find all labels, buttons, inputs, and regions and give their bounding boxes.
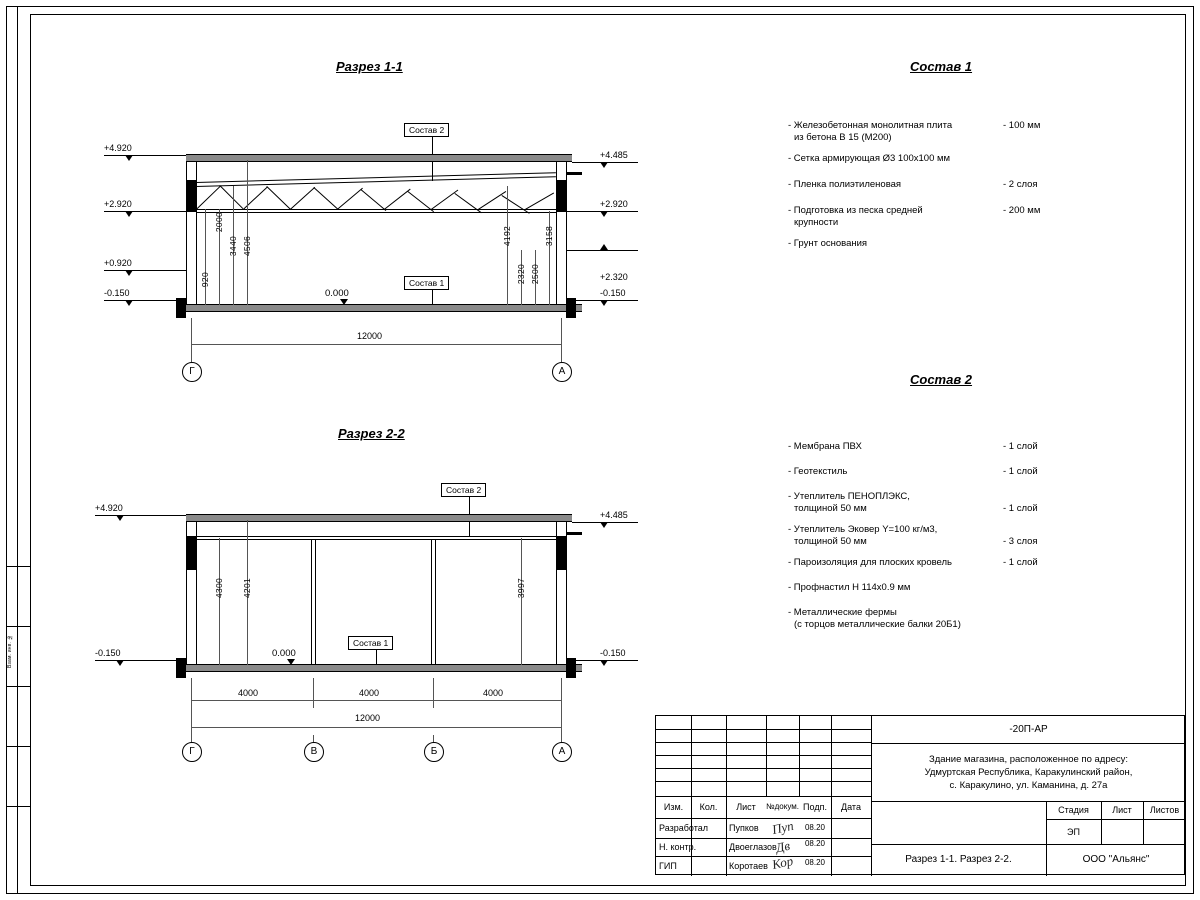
tb-object-line: с. Каракулино, ул. Каманина, д. 27а	[949, 779, 1108, 791]
dim-value: 2000	[214, 212, 224, 233]
roof-bottom-line-2	[186, 521, 572, 522]
level-flag	[287, 659, 295, 665]
tb-date: 08.20	[804, 839, 826, 848]
spec-row	[788, 557, 1168, 569]
spec-row	[788, 120, 1168, 144]
spec-row-text: - Утеплитель ПЕНОПЛЭКС,	[788, 491, 910, 502]
dim-value: 2500	[530, 264, 540, 285]
tb-object-line: Здание магазина, расположенное по адресу:	[928, 753, 1129, 765]
truss-bottom-chord-2	[196, 212, 556, 213]
callout-leader	[432, 290, 433, 305]
axis-bubble-b: Б	[424, 742, 444, 762]
roof-parapet-right-2	[566, 532, 582, 535]
spec-row	[788, 491, 1168, 515]
level-flag	[340, 299, 348, 305]
dim-line	[521, 538, 522, 665]
tb-col-header: №докум.	[766, 802, 799, 811]
bay-dim-value: 4000	[359, 688, 380, 698]
column-left-2	[187, 536, 196, 570]
dim-value: 4201	[242, 578, 252, 599]
axis-bubble-v: В	[304, 742, 324, 762]
spec-row-text2: из бетона В 15 (М200)	[794, 132, 892, 143]
elev-mark: -0.150	[600, 648, 626, 658]
elev-mark: +2.920	[600, 199, 628, 209]
span-dim-tick	[191, 708, 192, 735]
spec-row-value: - 2 слоя	[1003, 179, 1038, 190]
section-1-callout-bottom: Состав 1	[404, 276, 449, 290]
dim-line	[247, 160, 248, 305]
spec-row	[788, 441, 1168, 453]
tb-col-header: Дата	[841, 802, 861, 812]
tb-role-name: Пупков	[729, 823, 759, 833]
roof-beam-line	[196, 536, 556, 537]
span-dim-line	[191, 344, 561, 345]
bay-dim-tick	[561, 678, 562, 708]
elev-leader	[566, 250, 638, 251]
column-right-2	[557, 536, 566, 570]
spec-row-value: - 1 слой	[1003, 466, 1038, 477]
elev-flag	[125, 300, 133, 306]
tb-col-header: Лист	[736, 802, 756, 812]
roof-top-line	[186, 154, 572, 155]
signature-glyph: Дв	[774, 838, 791, 856]
spec-row	[788, 607, 1168, 631]
tb-stage-header: Стадия	[1058, 805, 1089, 815]
spec-row-value: - 1 слой	[1003, 441, 1038, 452]
spec-row-text: - Металлические фермы	[788, 607, 897, 618]
spec-row-text2: крупности	[794, 217, 839, 228]
floor-slab-2	[176, 665, 582, 671]
tb-col-header: Подп.	[803, 802, 827, 812]
section-1-callout-top: Состав 2	[404, 123, 449, 137]
side-strip-label: Взам. инв. №	[7, 634, 13, 669]
axis-bubble-g2: Г	[182, 742, 202, 762]
section-2-callout-bottom: Состав 1	[348, 636, 393, 650]
elev-leader	[95, 660, 176, 661]
elev-mark: +4.920	[95, 503, 123, 513]
spec-row-text: - Железобетонная монолитная плита	[788, 120, 953, 131]
elev-flag	[600, 244, 608, 250]
interior-column-2b	[435, 539, 436, 667]
elev-flag	[116, 660, 124, 666]
elev-leader	[104, 211, 196, 212]
tb-role: Разработал	[659, 823, 708, 833]
signature-glyph: Кор	[770, 853, 795, 873]
tb-vline	[766, 716, 767, 796]
tb-object-line: Удмуртская Республика, Каракулинский район,	[924, 766, 1133, 778]
tb-sheets-value	[1143, 819, 1186, 844]
floor-slab-bottom-2	[176, 671, 582, 672]
bay-dim-value: 4000	[483, 688, 504, 698]
spec-row-text: - Профнастил Н 114х0.9 мм	[788, 582, 911, 593]
spec-row-value: - 100 мм	[1003, 120, 1041, 131]
spec-row-text: - Пленка полиэтиленовая	[788, 179, 902, 190]
span-dim-tick	[561, 708, 562, 735]
elev-mark: -0.150	[104, 288, 130, 298]
elev-leader	[104, 300, 176, 301]
tb-signature	[766, 818, 799, 838]
spec-row-value: - 1 слой	[1003, 503, 1038, 514]
spec-row	[788, 179, 1168, 191]
tb-col-header: Изм.	[663, 802, 684, 812]
spec-1-list	[788, 120, 1168, 259]
elev-flag	[125, 155, 133, 161]
tb-company: ООО "Альянс"	[1082, 854, 1150, 865]
dim-line	[205, 209, 206, 305]
spec-row-text: - Грунт основания	[788, 238, 868, 249]
spec-row-text: - Пароизоляция для плоских кровель	[788, 557, 953, 568]
elev-flag	[125, 270, 133, 276]
tb-hline	[656, 768, 871, 769]
section-2-title: Разрез 2-2	[338, 426, 405, 441]
dim-value: 920	[200, 272, 210, 288]
tb-role-name: Коротаев	[729, 861, 768, 871]
section-2-zero-level: 0.000	[272, 648, 296, 659]
dim-value: 3440	[228, 236, 238, 257]
tb-code: -20П-АР	[1009, 723, 1048, 735]
elev-flag	[600, 162, 608, 168]
dim-value: 3997	[516, 578, 526, 599]
span-dim-line-2	[191, 727, 561, 728]
tb-role: ГИП	[659, 861, 677, 871]
bay-dim-value: 4000	[238, 688, 259, 698]
tb-col-header: Кол.	[699, 802, 718, 812]
tb-stage-value: ЭП	[1067, 826, 1080, 837]
spec-2-list	[788, 441, 1168, 640]
spec-row-text: - Сетка армирующая Ø3 100х100 мм	[788, 153, 951, 164]
interior-column-1	[311, 539, 312, 667]
title-block	[655, 715, 1185, 875]
spec-row	[788, 466, 1168, 478]
elev-flag	[600, 660, 608, 666]
interior-column-1b	[315, 539, 316, 667]
roof-parapet-right	[566, 172, 582, 175]
floor-slab	[176, 305, 582, 311]
tb-sheets-header: Листов	[1149, 805, 1180, 815]
elev-mark: +4.485	[600, 510, 628, 520]
spec-row-text: - Утеплитель Эковер Y=100 кг/м3,	[788, 524, 938, 535]
spec-row	[788, 153, 1168, 165]
spec-row-value: - 1 слой	[1003, 557, 1038, 568]
elev-mark: -0.150	[600, 288, 626, 298]
truss-bottom-chord	[196, 209, 556, 210]
spec-row-value: - 3 слоя	[1003, 536, 1038, 547]
dim-value: 4300	[214, 578, 224, 599]
column-right	[557, 180, 566, 212]
elev-flag	[600, 300, 608, 306]
axis-line	[191, 352, 192, 362]
elev-flag	[116, 515, 124, 521]
dim-value: 3158	[544, 226, 554, 247]
tb-vline	[799, 716, 800, 796]
elev-mark: +4.485	[600, 150, 628, 160]
spec-row-text: - Подготовка из песка средней	[788, 205, 923, 216]
elev-mark: +2.920	[104, 199, 132, 209]
spec-1-title: Состав 1	[910, 59, 973, 74]
foundation-left	[176, 298, 186, 318]
bay-dim-tick	[433, 678, 434, 708]
tb-sheet-header: Лист	[1112, 805, 1132, 815]
span-dim-value-2: 12000	[355, 713, 381, 723]
elev-flag	[600, 522, 608, 528]
spec-2-title: Состав 2	[910, 372, 973, 387]
tb-role-name: Двоеглазов	[729, 842, 777, 852]
elev-leader	[104, 270, 186, 271]
tb-hline	[656, 755, 871, 756]
spec-row-text2: (с торцов металлические балки 20Б1)	[794, 619, 961, 630]
bay-dim-tick	[191, 678, 192, 708]
elev-mark: +2.320	[600, 272, 628, 282]
section-1-zero-level: 0.000	[325, 288, 349, 299]
spec-row	[788, 205, 1168, 229]
elev-leader	[104, 155, 186, 156]
wall-right-outer	[566, 161, 567, 307]
interior-column-2	[431, 539, 432, 667]
elev-mark: +4.920	[104, 143, 132, 153]
spec-row	[788, 238, 1168, 250]
column-left	[187, 180, 196, 212]
axis-bubble-a: А	[552, 362, 572, 382]
axis-bubble-g: Г	[182, 362, 202, 382]
dim-line	[219, 538, 220, 665]
section-1-title: Разрез 1-1	[336, 59, 403, 74]
signature-glyph: Пуп	[770, 818, 795, 838]
span-dim-value: 12000	[357, 331, 383, 341]
spec-row-text: - Геотекстиль	[788, 466, 848, 477]
axis-line	[561, 352, 562, 362]
truss-web	[556, 196, 557, 209]
tb-date: 08.20	[804, 858, 826, 867]
roof-beam-line-2	[196, 539, 556, 540]
elev-mark: +0.920	[104, 258, 132, 268]
foundation-left-2	[176, 658, 186, 678]
tb-sheet-value	[1101, 819, 1143, 844]
spec-row-text2: толщиной 50 мм	[794, 536, 867, 547]
tb-drawing-name: Разрез 1-1. Разрез 2-2.	[905, 854, 1012, 865]
tb-hline	[656, 742, 871, 743]
bay-dim-line	[191, 700, 561, 701]
span-dim-tick	[561, 318, 562, 352]
spec-row	[788, 524, 1168, 548]
tb-object	[871, 743, 1186, 801]
foundation-right	[566, 298, 576, 318]
tb-hline	[656, 729, 871, 730]
spec-row-value: - 200 мм	[1003, 205, 1041, 216]
roof-top-line-2	[186, 514, 572, 515]
foundation-right-2	[566, 658, 576, 678]
dim-value: 4192	[502, 226, 512, 247]
bay-dim-tick	[313, 678, 314, 708]
truss-web	[196, 186, 197, 209]
tb-signature	[766, 853, 799, 873]
dim-value: 4506	[242, 236, 252, 257]
elev-leader	[95, 515, 186, 516]
elev-mark: -0.150	[95, 648, 121, 658]
wall-right-outer-2	[566, 521, 567, 667]
roof-bottom-line	[186, 161, 572, 162]
tb-role: Н. контр.	[659, 842, 697, 852]
elev-flag	[600, 211, 608, 217]
axis-bubble-a2: А	[552, 742, 572, 762]
floor-slab-bottom	[176, 311, 582, 312]
wall-left-inner-2	[196, 521, 197, 667]
elev-flag	[125, 211, 133, 217]
dim-value: 2320	[516, 264, 526, 285]
sheet-side-strip	[6, 6, 30, 894]
spec-row	[788, 582, 1168, 594]
span-dim-tick	[191, 318, 192, 352]
spec-row-text: - Мембрана ПВХ	[788, 441, 862, 452]
tb-hline	[871, 844, 1046, 845]
callout-leader	[376, 650, 377, 665]
tb-hline	[656, 781, 871, 782]
section-2-callout-top: Состав 2	[441, 483, 486, 497]
tb-date: 08.20	[804, 823, 826, 832]
spec-row-text2: толщиной 50 мм	[794, 503, 867, 514]
